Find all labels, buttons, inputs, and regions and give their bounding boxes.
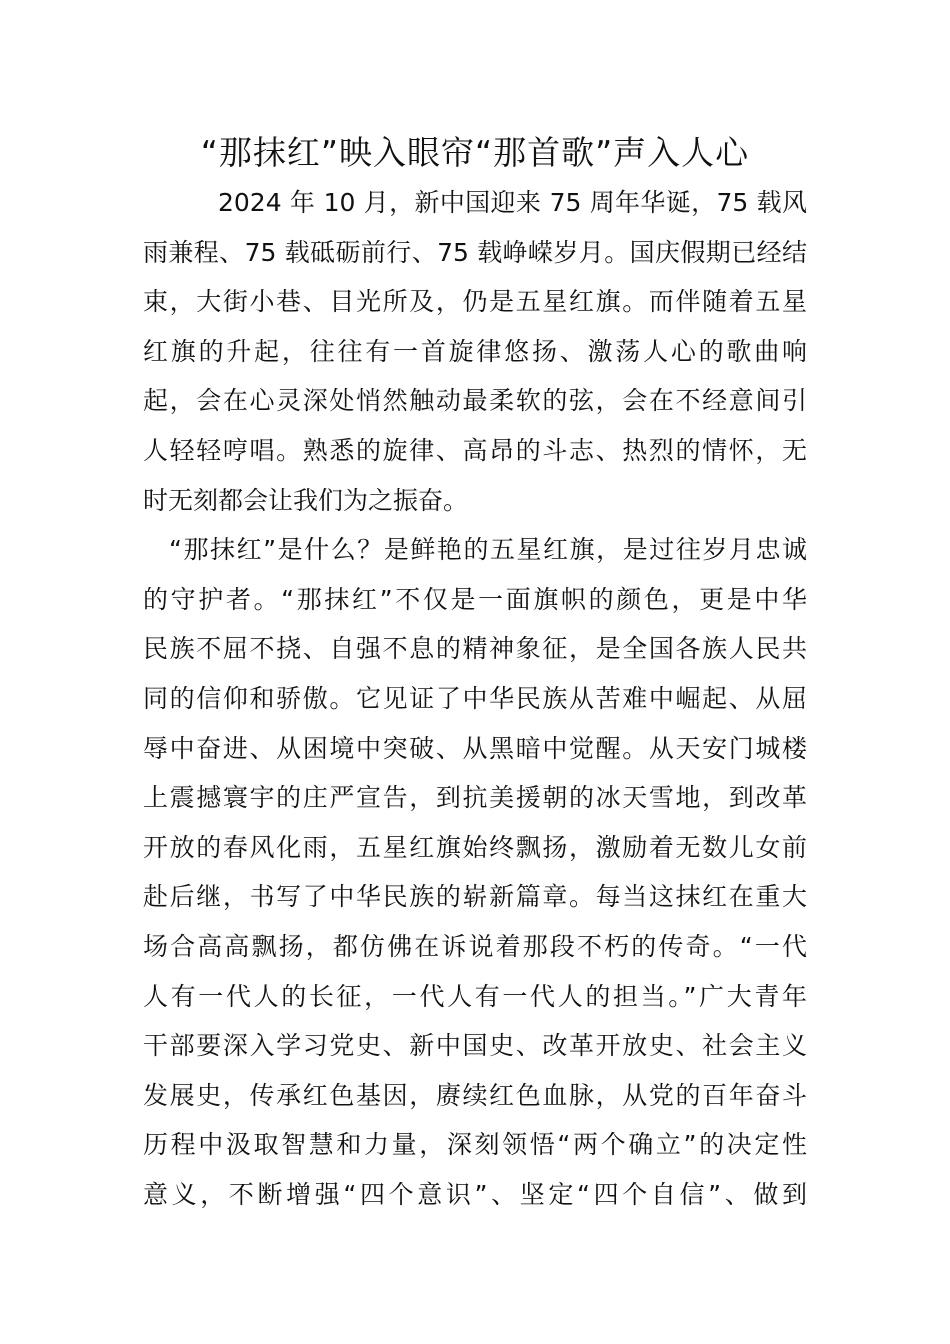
document-body: [143, 178, 807, 1219]
text-line: 人轻轻哼唱。熟悉的旋律、高昂的斗志、热烈的情怀，无: [143, 435, 807, 465]
text-line: 红旗的升起，往往有一首旋律悠扬、激荡人心的歌曲响: [143, 336, 807, 366]
text-line: 人有一代人的长征，一代人有一代人的担当。”广大青年: [143, 981, 807, 1011]
text-line: 上震撼寰宇的庄严宣告，到抗美援朝的冰天雪地，到改革: [143, 783, 807, 813]
paragraph-1: [143, 178, 807, 525]
text-line: 同的信仰和骄傲。它见证了中华民族从苦难中崛起、从屈: [143, 683, 807, 713]
text-line: 场合高高飘扬，都仿佛在诉说着那段不朽的传奇。“一代: [143, 931, 807, 961]
text-line: 意义，不断增强“四个意识”、坚定“四个自信”、做到: [143, 1179, 807, 1209]
text-line: 发展史，传承红色基因，赓续红色血脉，从党的百年奋斗: [143, 1080, 807, 1110]
text-line: 赴后继，书写了中华民族的崭新篇章。每当这抹红在重大: [143, 882, 807, 912]
text-line: 民族不屈不挠、自强不息的精神象征，是全国各族人民共: [143, 634, 807, 664]
text-line: 历程中汲取智慧和力量，深刻领悟“两个确立”的决定性: [143, 1130, 807, 1160]
document-title: “那抹红”映入眼帘“那首歌”声入人心: [200, 133, 750, 172]
text-line: 雨兼程、75 载砥砺前行、75 载峥嵘岁月。国庆假期已经结: [143, 237, 807, 267]
text-line: 束，大街小巷、目光所及，仍是五星红旗。而伴随着五星: [143, 287, 807, 317]
text-line: “那抹红”是什么？是鲜艳的五星红旗，是过往岁月忠诚: [169, 535, 807, 565]
text-line: 2024 年 10 月，新中国迎来 75 周年华诞，75 载风: [218, 188, 807, 217]
paragraph-2: [143, 525, 807, 1219]
text-line: 干部要深入学习党史、新中国史、改革开放史、社会主义: [143, 1031, 807, 1061]
text-line: 开放的春风化雨，五星红旗始终飘扬，激励着无数儿女前: [143, 832, 807, 862]
text-line: 起，会在心灵深处悄然触动最柔软的弦，会在不经意间引: [143, 386, 807, 416]
text-line: 辱中奋进、从困境中突破、从黑暗中觉醒。从天安门城楼: [143, 733, 807, 763]
text-line: 时无刻都会让我们为之振奋。: [143, 485, 469, 515]
text-line: 的守护者。“那抹红”不仅是一面旗帜的颜色，更是中华: [143, 584, 807, 614]
